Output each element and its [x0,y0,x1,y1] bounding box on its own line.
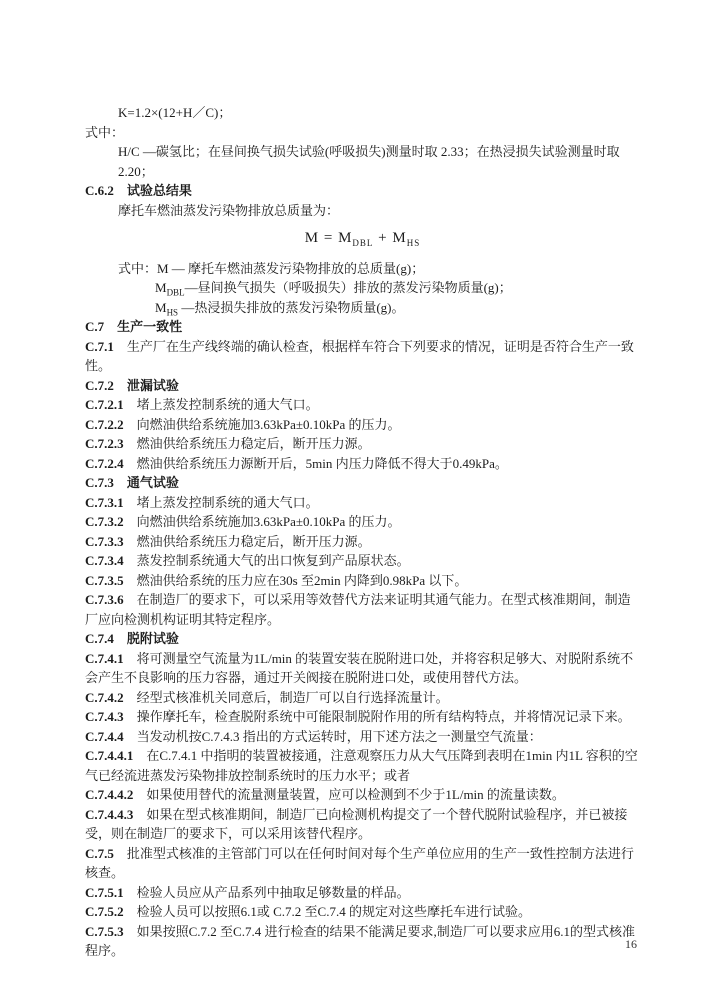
clause-c7-3-4 [85,551,640,571]
clause-number: C.7.4.3 [85,709,124,724]
heading-title: 泄漏试验 [126,377,179,393]
clause-text: 燃油供给系统压力稳定后，断开压力源。 [136,533,371,549]
formula-subscript-hs: HS [406,238,421,248]
clause-number: C.7.1 [85,338,114,354]
clause-number: C.7.4.4.3 [85,806,134,822]
clause-c7-4-4-1 [85,746,640,785]
clause-number: C.7.2.3 [85,436,124,451]
clause-number: C.7.2.1 [85,397,124,412]
clause-text: 检验人员可以按照6.1或 C.7.2 至C.7.4 的规定对这些摩托车进行试验。 [136,904,531,919]
clause-text: 堵上蒸发控制系统的通大气口。 [136,494,319,510]
clause-c7-3-2 [85,512,640,532]
clause-c7-2-2 [85,415,640,435]
heading-c6-2 [85,181,640,201]
clause-c7-3-5 [85,571,640,591]
page-number: 16 [625,937,637,951]
heading-title: 试验总结果 [126,183,192,198]
clause-number: C.7 [85,319,105,334]
clause-text: 在C.7.4.1 中指明的装置被接通，注意观察压力从大气压降到表明在1min 内1L 容积的空气已经流进蒸发污染物排放控制系统时的压力水平；或者 [85,748,638,783]
clause-text: 蒸发控制系统通大气的出口恢复到产品原状态。 [136,553,410,568]
formula-m-total [85,229,640,249]
clause-number: C.7.3.3 [85,533,124,549]
formula-part: + M [373,230,407,246]
clause-text: 检验人员应从产品系列中抽取足够数量的样品。 [136,884,410,900]
hc-definition: H/C —碳氢比；在昼间换气损失试验(呼吸损失)测量时取 2.33；在热浸损失试验测量时取 2.20； [118,144,620,179]
clause-text: 向燃油供给系统施加3.63kPa±0.10kPa 的压力。 [136,416,401,432]
clause-c7-4-3 [85,707,640,727]
clause-c7-4-4-3 [85,805,640,844]
clause-c7-1 [85,337,640,376]
clause-text: 燃油供给系统压力源断开后，5min 内压力降低不得大于0.49kPa。 [136,455,508,471]
formula-part: M = M [304,230,353,246]
formula-k: K=1.2×(12+H／C)； [118,105,232,120]
clause-text: 操作摩托车，检查脱附系统中可能限制脱附作用的所有结构特点，并将情况记录下来。 [136,709,631,724]
clause-number: C.7.5.1 [85,884,124,900]
c6-2-intro: 摩托车燃油蒸发污染物排放总质量为： [118,202,340,218]
clause-number: C.7.3.2 [85,514,124,529]
heading-title: 通气试验 [126,475,179,490]
heading-c7-2 [85,376,640,396]
clause-number: C.7.2 [85,377,114,393]
clause-text: 燃油供给系统的压力应在30s 至2min 内降到0.98kPa 以下。 [136,572,468,588]
clause-number: C.7.5.3 [85,923,124,939]
clause-c7-5 [85,844,640,883]
mhs-definition [85,298,640,318]
clause-number: C.7.4.4.1 [85,748,134,763]
symbol-subscript: HS [166,307,179,318]
clause-number: C.7.4 [85,631,114,646]
clause-text: 当发动机按C.7.4.3 指出的方式运转时，用下述方法之一测量空气流量： [136,728,542,744]
clause-c7-5-1 [85,883,640,903]
clause-number: C.7.4.4 [85,728,124,744]
mdbl-definition [85,278,640,298]
clause-text: 如果使用替代的流量测量装置，应可以检测到不少于1L/min 的流量读数。 [146,787,565,802]
clause-text: 如果按照C.7.2 至C.7.4 进行检查的结果不能满足要求,制造厂可以要求应用6.1的型式核准程序。 [85,923,635,958]
clause-number: C.7.3 [85,475,114,490]
shizhong-label: 式中： [85,124,125,140]
definition-text: —昼间换气损失（呼吸损失）排放的蒸发污染物质量(g)； [184,280,512,295]
clause-number: C.7.3.6 [85,592,124,607]
clause-number: C.7.3.1 [85,494,124,510]
heading-c7-3 [85,473,640,493]
clause-number: C.7.5 [85,845,114,861]
formula-subscript-dbl: DBL [352,238,374,248]
clause-number: C.7.5.2 [85,904,124,919]
clause-text: 在制造厂的要求下，可以采用等效替代方法来证明其通气能力。在型式核准期间，制造厂应向检测机构证明其特定程序。 [85,592,631,627]
symbol-subscript: DBL [166,287,185,298]
clause-c7-2-1 [85,395,640,415]
clause-number: C.7.3.4 [85,553,124,568]
clause-c7-2-4 [85,454,640,474]
clause-text: 经型式核准机关同意后，制造厂可以自行选择流量计。 [136,689,449,705]
clause-text: 向燃油供给系统施加3.63kPa±0.10kPa 的压力。 [136,514,401,529]
clause-number: C.7.2.2 [85,416,124,432]
clause-c7-5-2 [85,902,640,922]
clause-c7-3-3 [85,532,640,552]
heading-title: 生产一致性 [117,319,183,334]
symbol: M [155,299,167,315]
clause-c7-5-3 [85,922,640,961]
clause-text: 批准型式核准的主管部门可以在任何时间对每个生产单位应用的生产一致性控制方法进行核查。 [85,845,634,880]
clause-number: C.7.4.2 [85,689,124,705]
heading-c7-4 [85,629,640,649]
clause-number: C.7.4.4.2 [85,787,134,802]
clause-c7-3-1 [85,493,640,513]
clause-c7-4-4-2 [85,785,640,805]
m-definition: 式中：M — 摩托车燃油蒸发污染物排放的总质量(g)； [118,260,425,276]
clause-number: C.7.4.1 [85,650,124,666]
clause-number: C.7.2.4 [85,455,124,471]
clause-text: 生产厂在生产线终端的确认检查，根据样车符合下列要求的情况，证明是否符合生产一致性。 [85,338,634,373]
heading-title: 脱附试验 [126,631,179,646]
clause-c7-4-2 [85,688,640,708]
clause-text: 将可测量空气流量为1L/min 的装置安装在脱附进口处，并将容积足够大、对脱附系统不会产生不良影响的压力容器，通过开关阀接在脱附进口处，或使用替代方法。 [85,650,634,685]
clause-text: 如果在型式核准期间，制造厂已向检测机构提交了一个替代脱附试验程序，并已被接受，则在制造厂的要求下，可以采用该替代程序。 [85,806,628,841]
clause-c7-4-4 [85,727,640,747]
symbol: M [155,280,167,295]
clause-number: C.7.3.5 [85,572,124,588]
clause-number: C.6.2 [85,183,114,198]
clause-text: 燃油供给系统压力稳定后，断开压力源。 [136,436,371,451]
clause-c7-4-1 [85,649,640,688]
document-content [85,103,640,961]
clause-c7-2-3 [85,434,640,454]
heading-c7 [85,317,640,337]
clause-text: 堵上蒸发控制系统的通大气口。 [136,397,319,412]
definition-text: —热浸损失排放的蒸发污染物质量(g)。 [178,299,405,315]
clause-c7-3-6 [85,590,640,629]
